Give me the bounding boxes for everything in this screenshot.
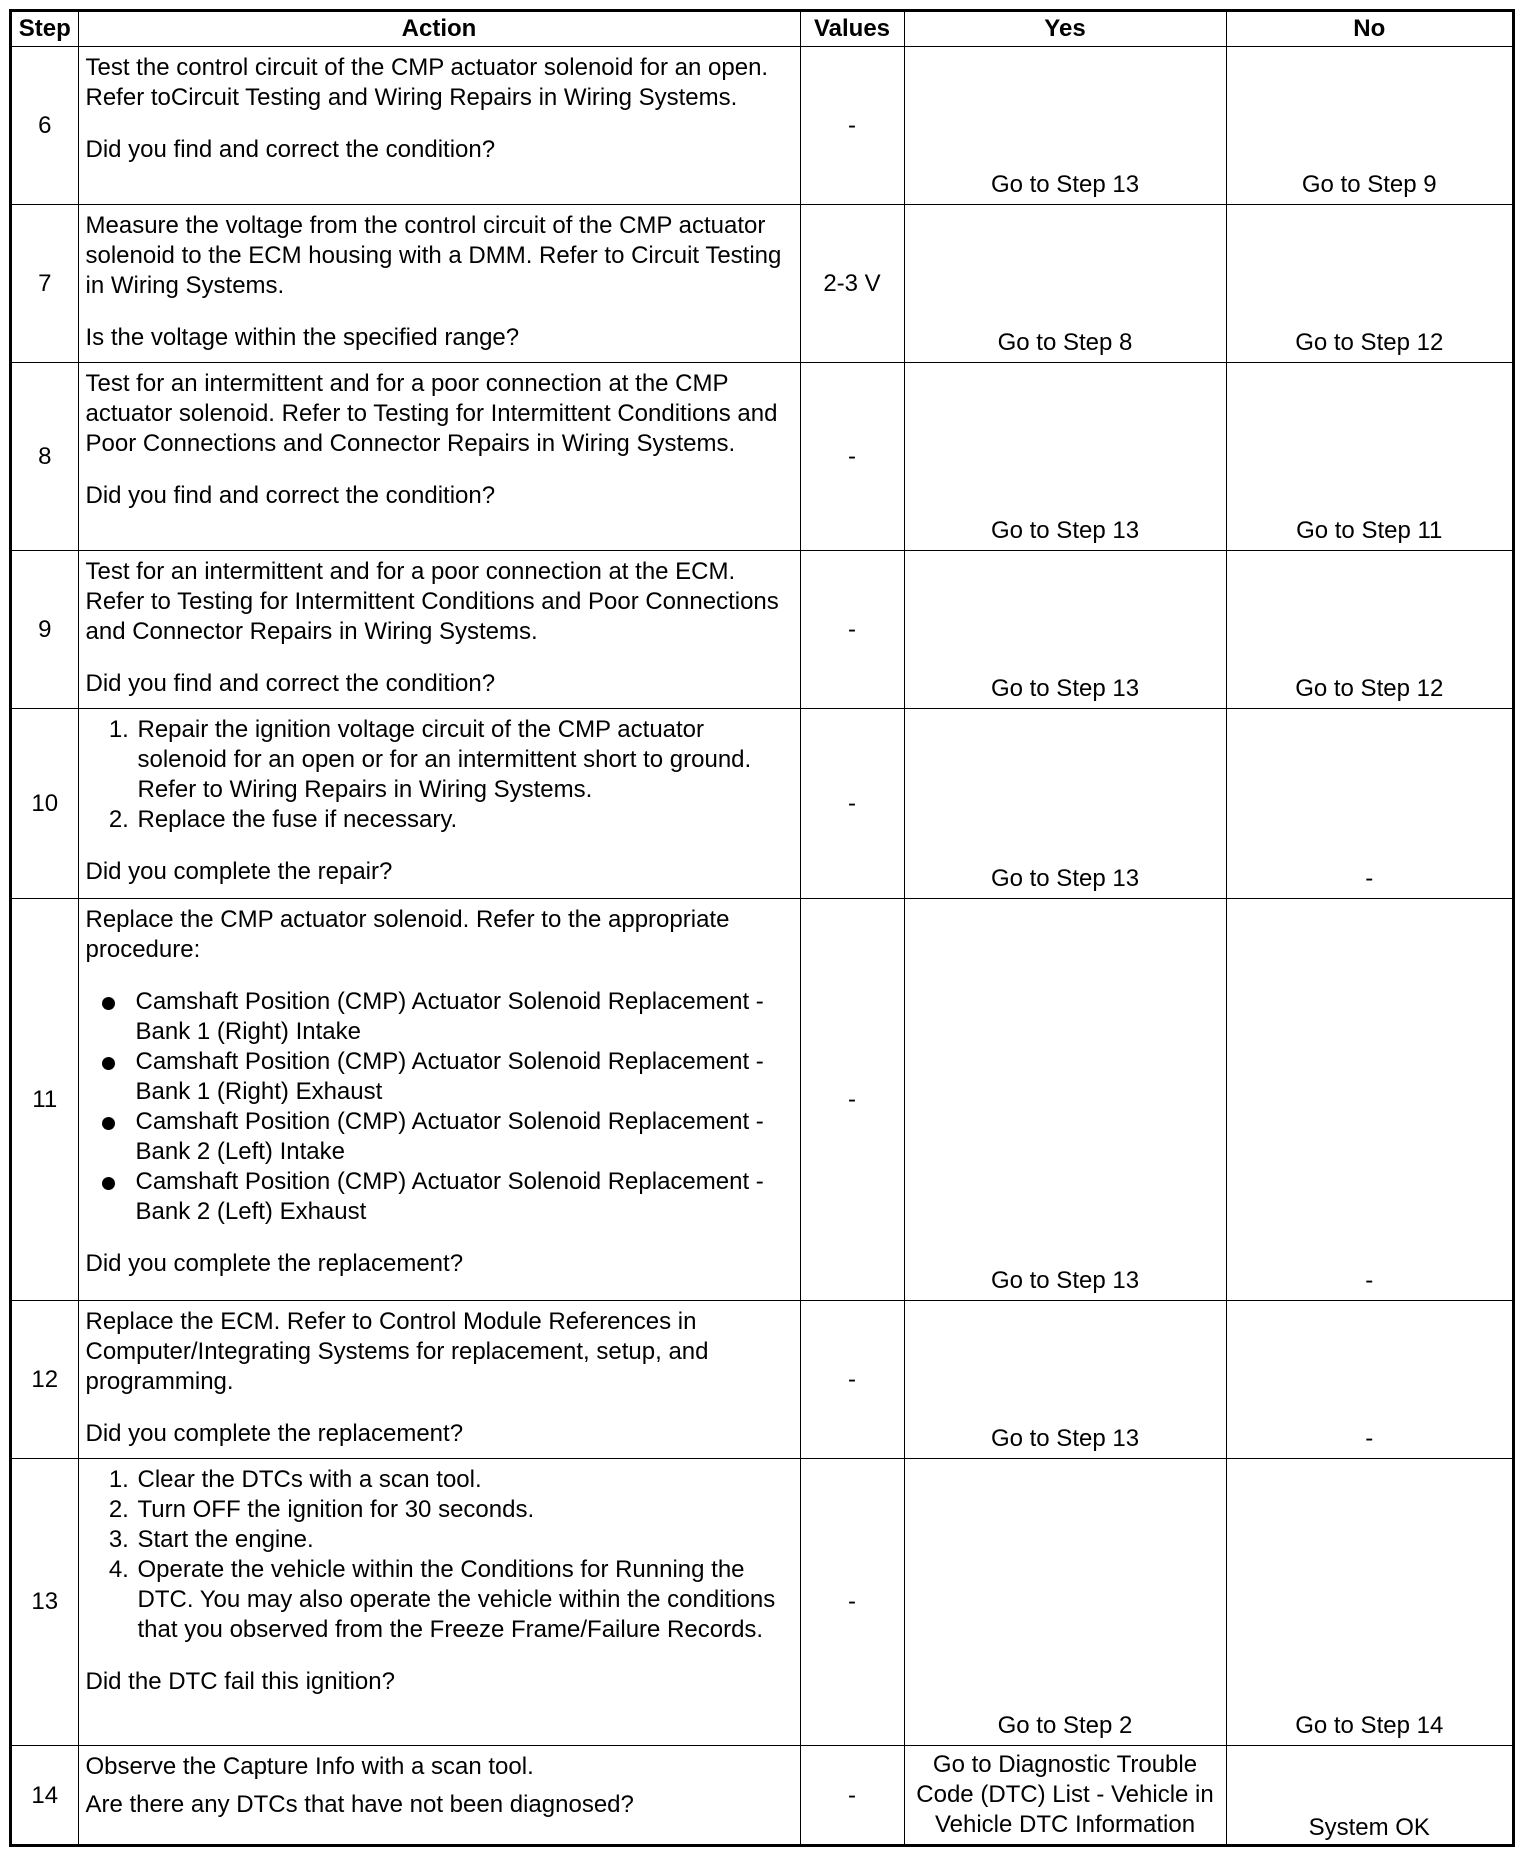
step-number: 6 [12,47,78,205]
table-row [12,1746,1512,1847]
values-cell: - [800,47,904,205]
no-cell: System OK [1226,1746,1512,1847]
table-row [12,1301,1512,1459]
step-number: 8 [12,363,78,551]
yes-cell: Go to Step 13 [904,363,1226,551]
action-text: Test the control circuit of the CMP actuator solenoid for an open. Refer toCircuit Testing and Wiring Repairs in Wiring Systems. [85,54,769,111]
bullet-icon [102,997,115,1010]
list-item: 2. Turn OFF the ignition for 30 seconds. [136,1495,794,1525]
diagnostic-steps-table [12,12,1512,1847]
action-cell [78,551,800,709]
yes-cell: Go to Diagnostic Trouble Code (DTC) List - Vehicle in Vehicle DTC Information [904,1746,1226,1847]
action-question: Is the voltage within the specified range? [85,324,520,351]
yes-cell: Go to Step 2 [904,1459,1226,1746]
yes-cell: Go to Step 13 [904,551,1226,709]
bullet-list [86,987,794,1227]
action-cell [78,363,800,551]
table-row [12,363,1512,551]
action-cell [78,1746,800,1847]
values-cell: - [800,899,904,1301]
list-item: 1. Repair the ignition voltage circuit of the CMP actuator solenoid for an open or for an intermittent short to ground. Refer to Wiring Repairs in Wiring Systems. [136,715,794,805]
no-cell: Go to Step 12 [1226,551,1512,709]
bullet-icon [102,1057,115,1070]
values-cell: - [800,1746,904,1847]
table-row [12,47,1512,205]
step-number: 10 [12,709,78,899]
action-question: Did you complete the replacement? [85,1250,464,1277]
step-number: 7 [12,205,78,363]
action-cell [78,709,800,899]
action-question: Did you find and correct the condition? [85,482,496,509]
action-text: Measure the voltage from the control circuit of the CMP actuator solenoid to the ECM housing with a DMM. Refer to Circuit Testing in Wiring Systems. [85,212,782,299]
action-question: Are there any DTCs that have not been diagnosed? [85,1791,634,1818]
header-row [12,12,1512,47]
numbered-list [86,1465,794,1645]
no-cell: - [1226,899,1512,1301]
yes-cell: Go to Step 13 [904,709,1226,899]
step-number: 13 [12,1459,78,1746]
values-cell: - [800,363,904,551]
values-cell: - [800,1301,904,1459]
numbered-list [86,715,794,835]
action-question: Did you complete the repair? [85,858,393,885]
action-text: Test for an intermittent and for a poor connection at the CMP actuator solenoid. Refer to Testing for Intermittent Conditions and Poor Connections and Connector Repairs in Wiring Systems. [85,370,778,457]
action-question: Did you find and correct the condition? [85,136,496,163]
action-text: Observe the Capture Info with a scan tool. [85,1753,534,1780]
action-cell [78,205,800,363]
table-row [12,551,1512,709]
list-item: 3. Start the engine. [136,1525,794,1555]
bullet-icon [102,1117,115,1130]
yes-cell: Go to Step 8 [904,205,1226,363]
table-row [12,205,1512,363]
step-number: 12 [12,1301,78,1459]
header-yes: Yes [904,12,1226,47]
header-values: Values [800,12,904,47]
values-cell: - [800,551,904,709]
action-text: Replace the ECM. Refer to Control Module References in Computer/Integrating Systems for replacement, setup, and programming. [85,1308,709,1395]
action-text: Replace the CMP actuator solenoid. Refer to the appropriate procedure: [85,906,730,963]
action-cell [78,1301,800,1459]
header-no: No [1226,12,1512,47]
values-cell: 2-3 V [800,205,904,363]
table-row [12,709,1512,899]
action-question: Did you find and correct the condition? [85,670,496,697]
list-item: 2. Replace the fuse if necessary. [136,805,794,835]
step-number: 11 [12,899,78,1301]
list-item: Camshaft Position (CMP) Actuator Solenoid Replacement - Bank 1 (Right) Intake [136,987,794,1047]
no-cell: Go to Step 9 [1226,47,1512,205]
step-number: 9 [12,551,78,709]
step-number: 14 [12,1746,78,1847]
no-cell: - [1226,1301,1512,1459]
values-cell: - [800,1459,904,1746]
action-question: Did the DTC fail this ignition? [85,1668,395,1695]
action-question: Did you complete the replacement? [85,1420,464,1447]
list-item: Camshaft Position (CMP) Actuator Solenoid Replacement - Bank 1 (Right) Exhaust [136,1047,794,1107]
action-cell [78,899,800,1301]
no-cell: - [1226,709,1512,899]
header-action: Action [78,12,800,47]
yes-cell: Go to Step 13 [904,899,1226,1301]
header-step: Step [12,12,78,47]
no-cell: Go to Step 12 [1226,205,1512,363]
bullet-icon [102,1177,115,1190]
yes-cell: Go to Step 13 [904,1301,1226,1459]
table-row [12,899,1512,1301]
action-cell [78,47,800,205]
list-item: Camshaft Position (CMP) Actuator Solenoid Replacement - Bank 2 (Left) Intake [136,1107,794,1167]
diagnostic-table-page [9,9,1515,1847]
action-text: Test for an intermittent and for a poor connection at the ECM. Refer to Testing for Intermittent Conditions and Poor Connections and Connector Repairs in Wiring Systems. [85,558,779,645]
action-cell [78,1459,800,1746]
table-row [12,1459,1512,1746]
yes-cell: Go to Step 13 [904,47,1226,205]
list-item: 4. Operate the vehicle within the Conditions for Running the DTC. You may also operate the vehicle within the conditions that you observed from the Freeze Frame/Failure Records. [136,1555,794,1645]
no-cell: Go to Step 14 [1226,1459,1512,1746]
values-cell: - [800,709,904,899]
list-item: Camshaft Position (CMP) Actuator Solenoid Replacement - Bank 2 (Left) Exhaust [136,1167,794,1227]
no-cell: Go to Step 11 [1226,363,1512,551]
list-item: 1. Clear the DTCs with a scan tool. [136,1465,794,1495]
